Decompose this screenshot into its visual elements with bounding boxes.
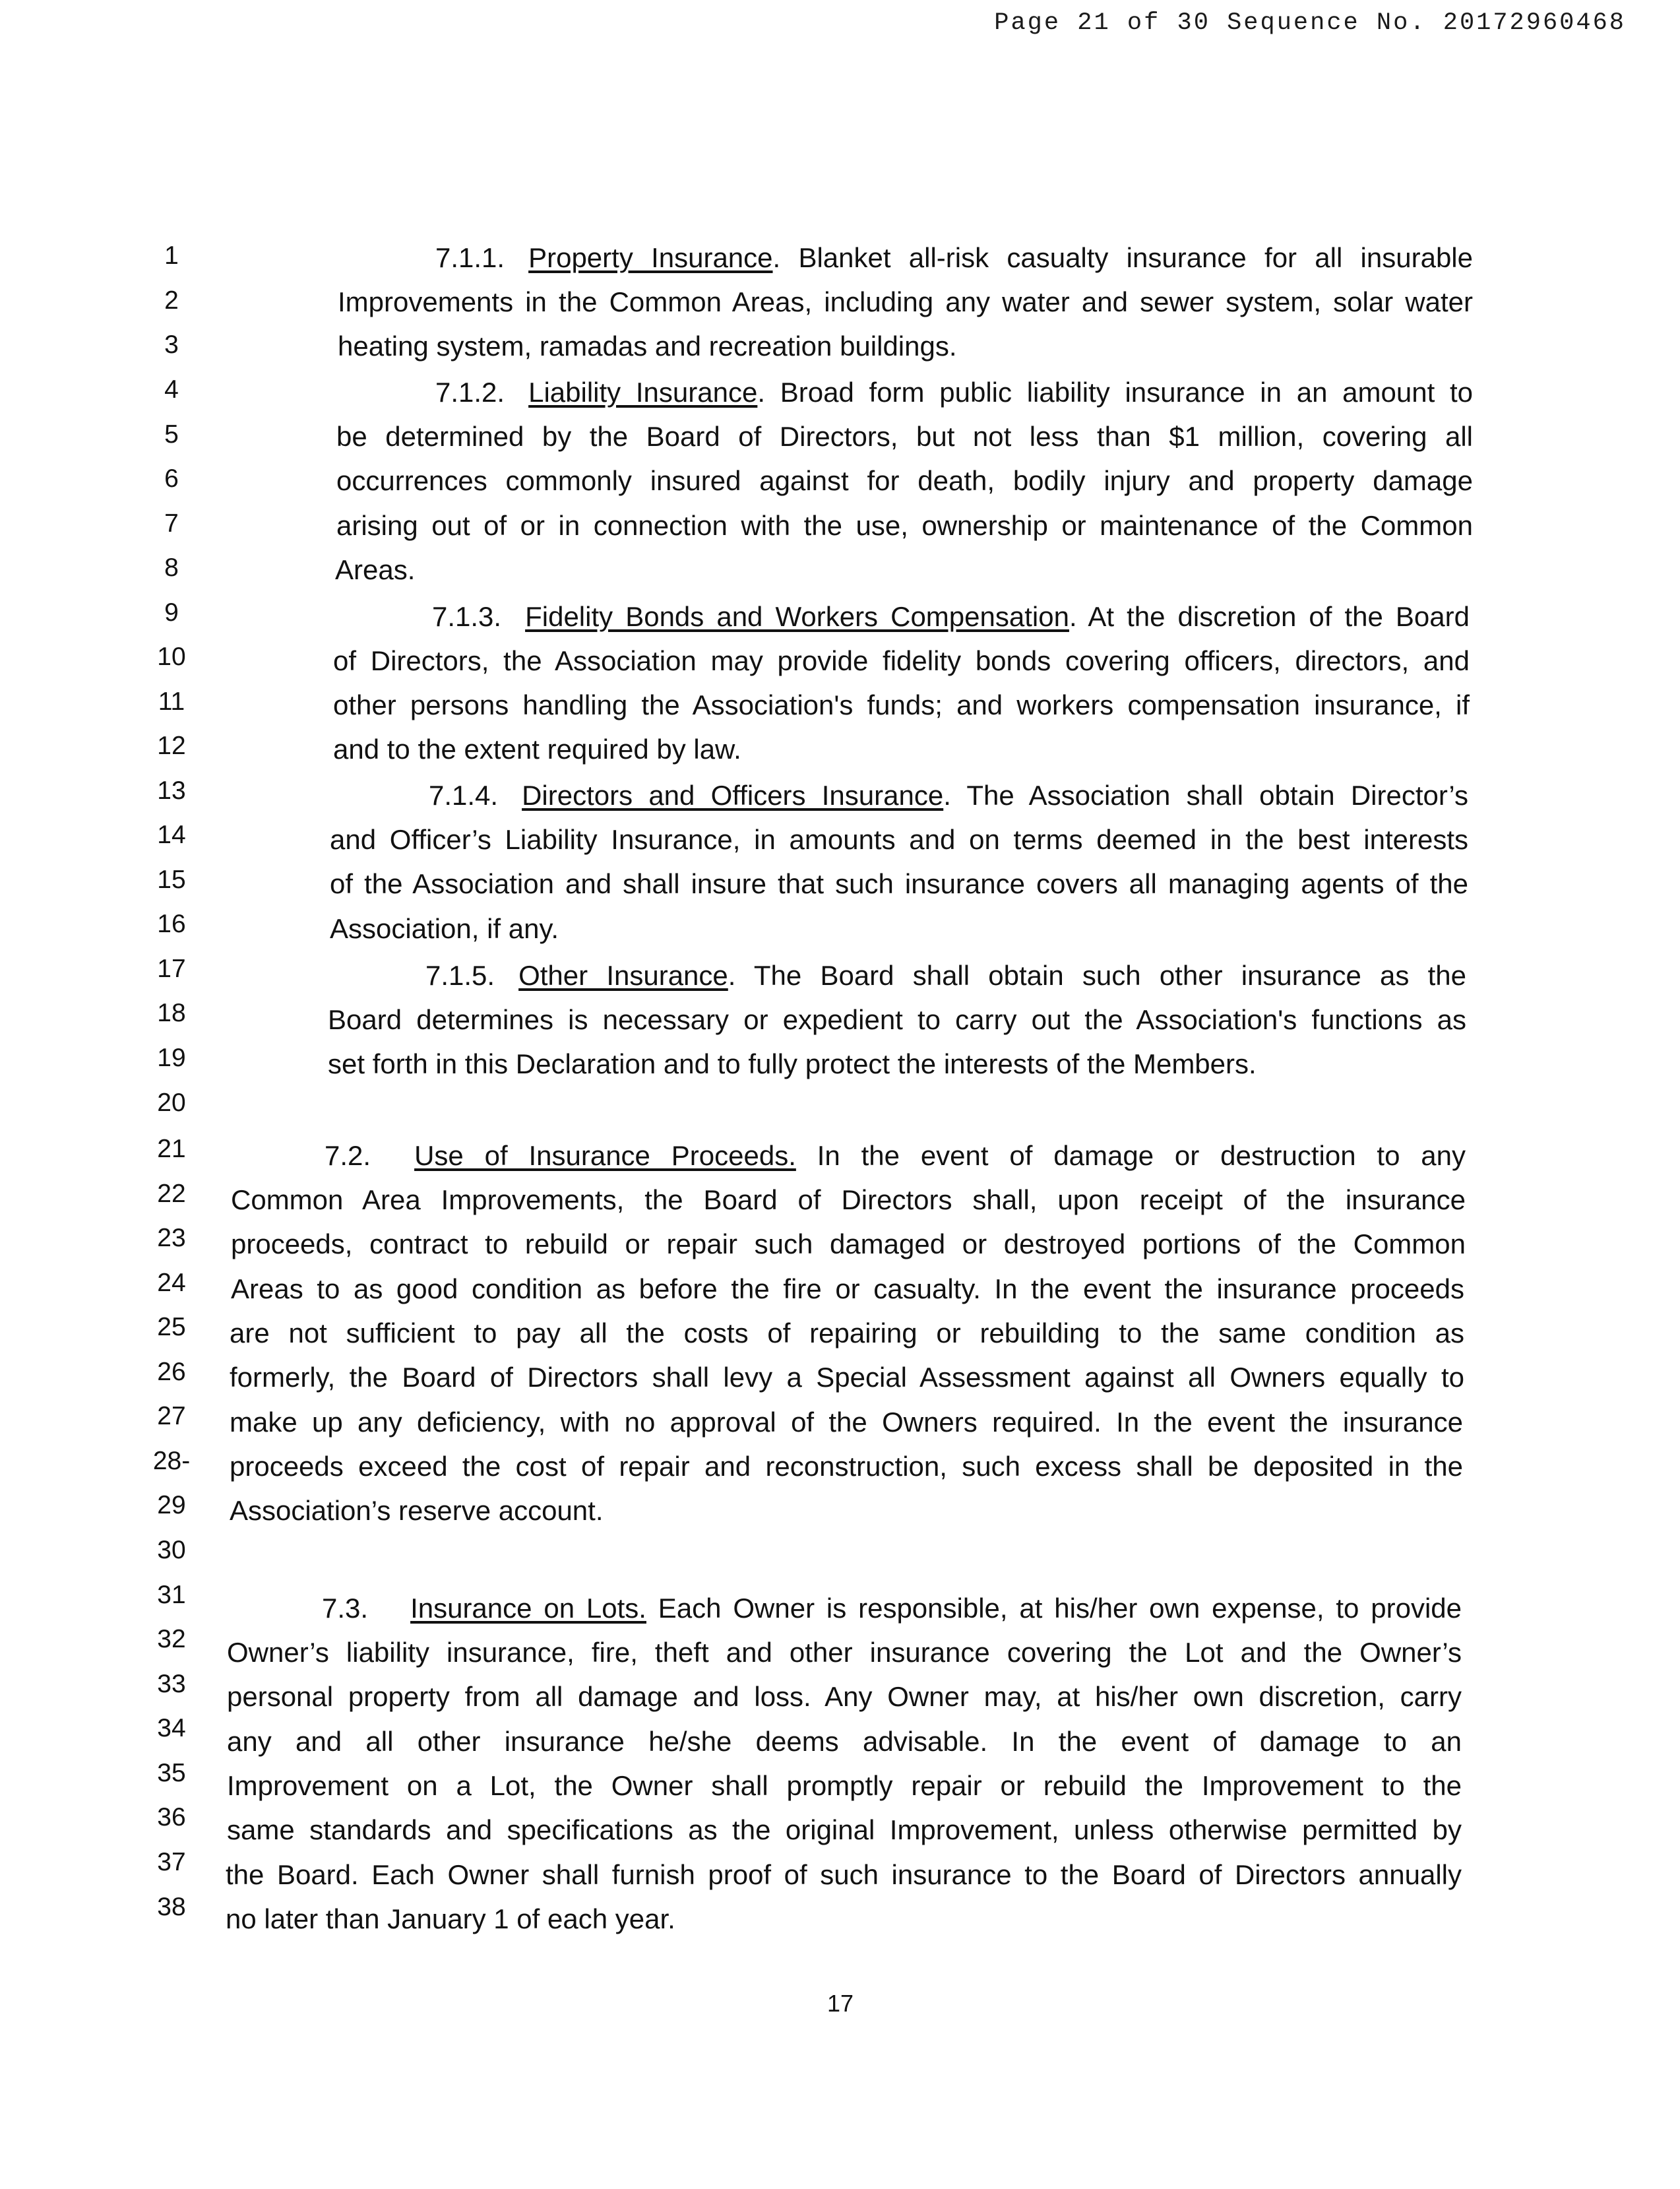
line-number: 22 (157, 1180, 186, 1208)
paragraph-line: Common Area Improvements, the Board of Directors shall, upon receipt of the insurance (231, 1184, 1466, 1215)
section-title: Fidelity Bonds and Workers Compensation (525, 601, 1069, 632)
paragraph-line: arising out of or in connection with the use, ownership or maintenance of the Common (336, 510, 1473, 541)
line-number: 38 (157, 1893, 186, 1921)
section-number: 7.1.2. (435, 377, 505, 408)
section-title: Directors and Officers Insurance (522, 780, 944, 811)
line-number: 37 (157, 1848, 186, 1876)
paragraph-line: heating system, ramadas and recreation buildings. (338, 331, 957, 362)
paragraph-line: same standards and specifications as the original Improvement, unless otherwise permitted by (227, 1814, 1462, 1845)
paragraph-line: Owner’s liability insurance, fire, theft and other insurance covering the Lot and the Owner’s (227, 1637, 1462, 1668)
line-number: 29 (157, 1491, 186, 1519)
line-number: 32 (157, 1625, 186, 1653)
paragraph-text: . At the discretion of the Board (1069, 601, 1470, 632)
paragraph-text: . The Board shall obtain such other insurance as the (728, 960, 1466, 991)
line-number: 7 (164, 509, 179, 538)
line-number: 19 (157, 1044, 186, 1072)
paragraph-text: . Broad form public liability insurance in an amount to (757, 377, 1473, 408)
line-number: 10 (157, 643, 186, 671)
sequence-stamp: Page 21 of 30 Sequence No. 20172960468 (994, 9, 1626, 37)
section-number: 7.1.1. (435, 242, 505, 273)
section-title: Liability Insurance (528, 377, 758, 408)
paragraph-line: and Officer’s Liability Insurance, in amounts and on terms deemed in the best interests (330, 824, 1468, 855)
line-number: 27 (157, 1402, 186, 1430)
paragraph-line: the Board. Each Owner shall furnish proof of such insurance to the Board of Directors annually (226, 1859, 1462, 1890)
section-number: 7.2. (325, 1140, 371, 1171)
section-number: 7.1.4. (429, 780, 499, 811)
section-7-3-first-line (322, 1595, 1462, 1622)
paragraph-text: In the event of damage or destruction to any (795, 1140, 1466, 1171)
line-number: 30 (157, 1536, 186, 1564)
line-number: 33 (157, 1670, 186, 1698)
line-number: 24 (157, 1269, 186, 1297)
paragraph-line: personal property from all damage and loss. Any Owner may, at his/her own discretion, carry (227, 1681, 1462, 1712)
line-number: 11 (158, 687, 185, 716)
line-number: 17 (157, 955, 186, 983)
section-number: 7.1.5. (425, 960, 495, 991)
paragraph-line: and to the extent required by law. (333, 734, 741, 765)
page-number: 17 (826, 1990, 854, 2017)
section-title: Insurance on Lots. (410, 1593, 646, 1624)
line-number: 2 (164, 286, 179, 315)
line-number: 26 (157, 1358, 186, 1386)
section-title: Property Insurance (528, 242, 773, 273)
line-number: 5 (164, 420, 179, 449)
line-number: 23 (157, 1224, 186, 1252)
paragraph-line: other persons handling the Association's funds; and workers compensation insurance, if (333, 689, 1470, 720)
paragraph-line: formerly, the Board of Directors shall levy a Special Assessment against all Owners equally to (230, 1362, 1464, 1393)
paragraph-line: no later than January 1 of each year. (226, 1903, 675, 1934)
section-7-1-4-first-line (429, 782, 1468, 809)
section-7-1-1-first-line (435, 244, 1473, 272)
line-number: 15 (157, 866, 186, 894)
paragraph-line: proceeds, contract to rebuild or repair such damaged or destroyed portions of the Common (231, 1228, 1466, 1259)
line-number: 14 (157, 821, 186, 849)
paragraph-line: Association’s reserve account. (230, 1495, 604, 1526)
line-number: 35 (157, 1759, 186, 1787)
paragraph-line: any and all other insurance he/she deems advisable. In the event of damage to an (227, 1726, 1462, 1757)
line-number: 3 (164, 331, 179, 359)
line-number: 1 (164, 241, 179, 270)
line-number: 8 (164, 554, 179, 582)
line-number: 28- (152, 1447, 191, 1475)
paragraph-line: make up any deficiency, with no approval of the Owners required. In the event the insurance (230, 1407, 1463, 1438)
paragraph-text: . The Association shall obtain Director’s (943, 780, 1468, 811)
paragraph-line: Association, if any. (330, 913, 559, 944)
line-number: 6 (164, 464, 179, 493)
section-7-1-5-first-line (425, 962, 1466, 990)
paragraph-line: Improvement on a Lot, the Owner shall promptly repair or rebuild the Improvement to the (227, 1770, 1462, 1801)
paragraph-line: proceeds exceed the cost of repair and reconstruction, such excess shall be deposited in the (230, 1451, 1463, 1482)
paragraph-line: of Directors, the Association may provide fidelity bonds covering officers, directors, and (333, 645, 1470, 676)
paragraph-text: Each Owner is responsible, at his/her own expense, to provide (646, 1593, 1462, 1624)
paragraph-line: Board determines is necessary or expedient to carry out the Association's functions as (328, 1004, 1466, 1035)
line-number: 18 (157, 999, 186, 1027)
line-number: 20 (157, 1089, 186, 1117)
paragraph-line: occurrences commonly insured against for death, bodily injury and property damage (336, 465, 1473, 496)
line-number: 34 (157, 1714, 186, 1742)
paragraph-line: are not sufficient to pay all the costs of repairing or rebuilding to the same condition as (230, 1317, 1464, 1348)
line-number: 4 (164, 375, 179, 404)
paragraph-line: set forth in this Declaration and to fully protect the interests of the Members. (328, 1048, 1257, 1079)
line-number: 31 (157, 1581, 186, 1609)
section-7-2-first-line (325, 1142, 1466, 1170)
section-title: Use of Insurance Proceeds. (414, 1140, 796, 1171)
section-number: 7.1.3. (432, 601, 502, 632)
line-number: 13 (157, 777, 186, 805)
section-number: 7.3. (322, 1593, 369, 1624)
line-number: 16 (157, 910, 186, 938)
paragraph-line: Areas. (335, 554, 416, 585)
line-number: 9 (164, 598, 179, 627)
line-number: 21 (157, 1135, 186, 1163)
paragraph-line: Improvements in the Common Areas, including any water and sewer system, solar water (338, 286, 1473, 317)
paragraph-text: . Blanket all-risk casualty insurance for all insurable (772, 242, 1473, 273)
paragraph-line: of the Association and shall insure that such insurance covers all managing agents of the (330, 868, 1468, 899)
paragraph-line: Areas to as good condition as before the fire or casualty. In the event the insurance proceeds (231, 1273, 1464, 1304)
line-number: 36 (157, 1803, 186, 1831)
paragraph-line: be determined by the Board of Directors, but not less than $1 million, covering all (336, 421, 1473, 452)
line-number: 12 (157, 732, 186, 760)
section-7-1-2-first-line (435, 379, 1473, 406)
line-number: 25 (157, 1313, 186, 1341)
section-7-1-3-first-line (432, 603, 1470, 631)
section-title: Other Insurance (518, 960, 728, 991)
